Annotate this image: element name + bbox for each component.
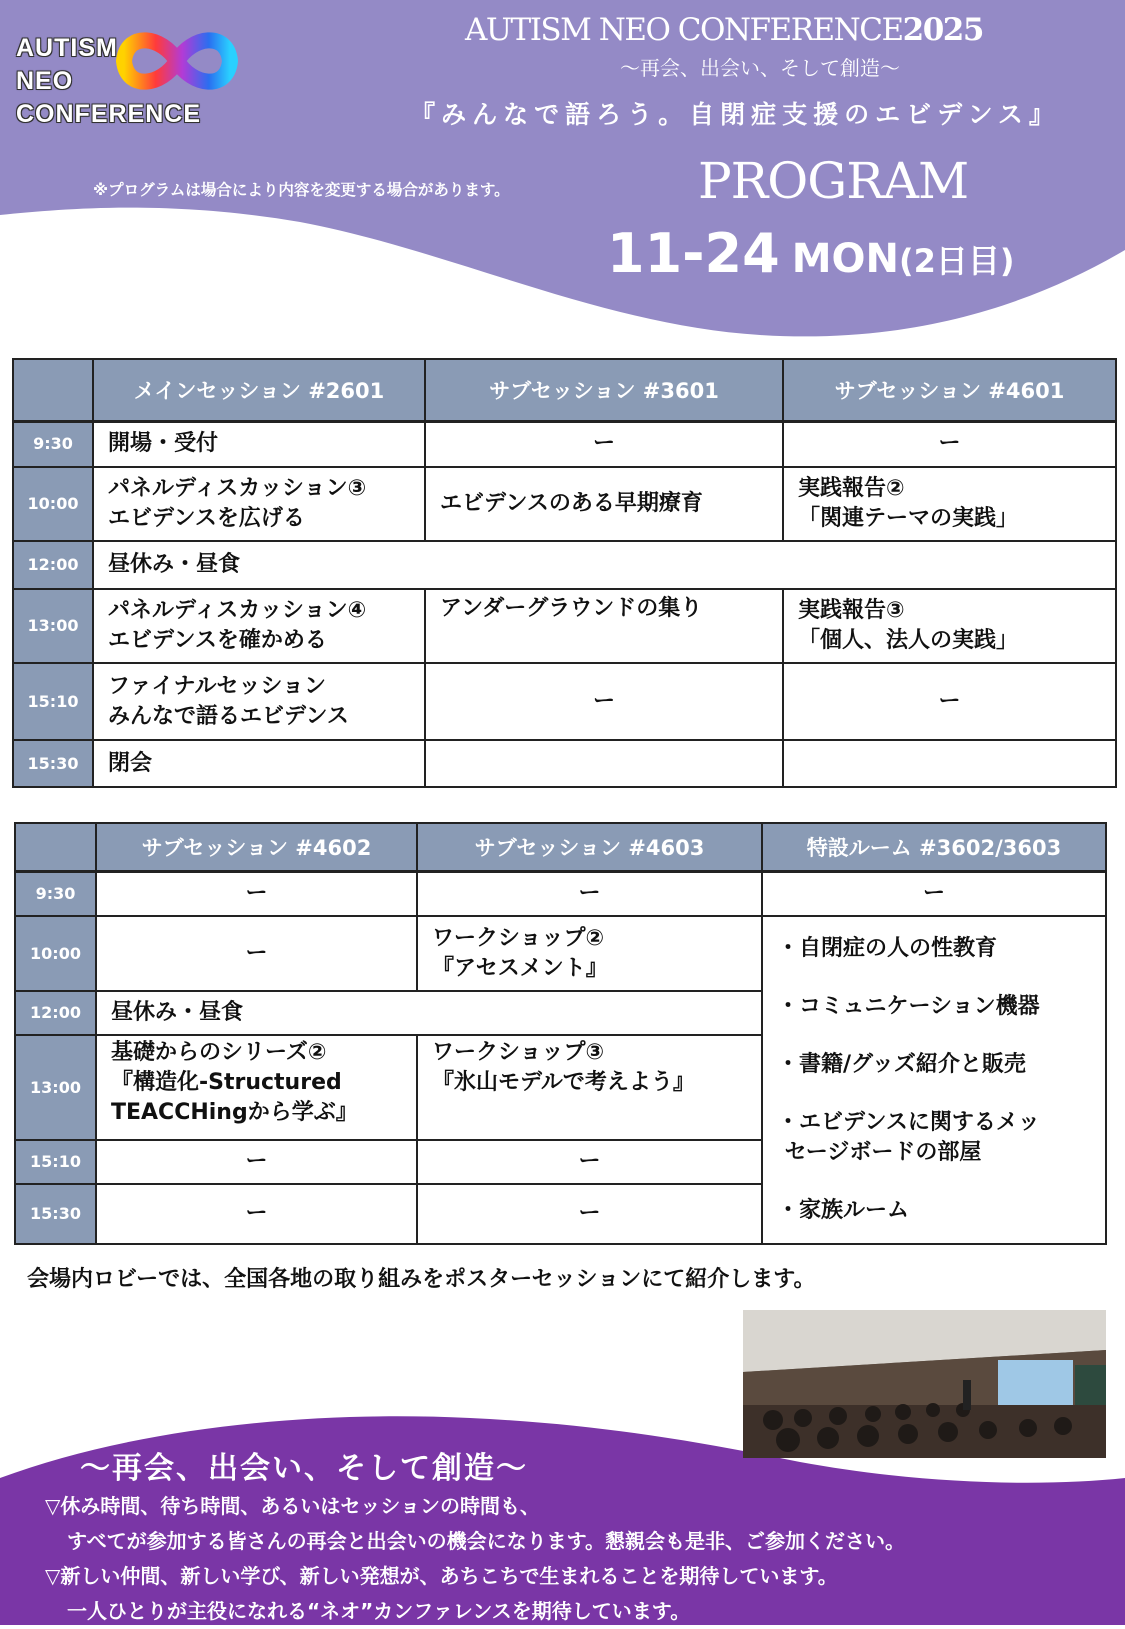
session-cell: 実践報告③ 「個人、法人の実践」 xyxy=(783,589,1116,663)
change-notice: ※プログラムは場合により内容を変更する場合があります。 xyxy=(93,181,510,199)
day-label: (2日目) xyxy=(899,242,1015,280)
schedule-table-1 xyxy=(12,358,1117,788)
program-heading: PROGRAM xyxy=(698,152,969,210)
session-cell: 基礎からのシリーズ② 『構造化-Structured TEACCHingから学ぶ』 xyxy=(96,1035,417,1140)
time-cell: 12:00 xyxy=(13,541,93,589)
session-cell: ー xyxy=(425,421,783,467)
time-cell: 15:30 xyxy=(13,740,93,787)
lecture-hall-photo xyxy=(743,1310,1106,1458)
column-header: サブセッション #4602 xyxy=(96,823,417,871)
date-value: 11-24 xyxy=(607,222,780,285)
session-cell: ー xyxy=(417,1140,762,1184)
table-row xyxy=(13,589,1116,663)
footer-line: すべてが参加する皆さんの再会と出会いの機会になります。懇親会も是非、ご参加ください。 xyxy=(67,1529,905,1553)
session-cell: ー xyxy=(783,663,1116,740)
logo-line: CONFERENCE xyxy=(16,100,202,128)
session-cell: 昼休み・昼食 xyxy=(96,991,762,1035)
table-row xyxy=(13,421,1116,467)
time-cell: 10:00 xyxy=(15,916,96,991)
room-item: ・コミュニケーション機器 xyxy=(777,994,1040,1019)
time-cell: 15:30 xyxy=(15,1184,96,1244)
header-corner xyxy=(13,359,93,421)
table-row xyxy=(13,541,1116,589)
session-cell: ファイナルセッション みんなで語るエビデンス xyxy=(93,663,425,740)
time-cell: 13:00 xyxy=(15,1035,96,1140)
session-cell: アンダーグラウンドの集り xyxy=(425,589,783,663)
conference-theme: 『みんなで語ろう。自閉症支援のエビデンス』 xyxy=(410,100,1060,129)
session-cell: パネルディスカッション③ エビデンスを広げる xyxy=(93,467,425,541)
time-cell: 9:30 xyxy=(13,421,93,467)
session-cell: ー xyxy=(96,871,417,916)
table-row xyxy=(13,663,1116,740)
session-cell: ー xyxy=(417,1184,762,1244)
session-cell: ー xyxy=(425,663,783,740)
time-cell: 10:00 xyxy=(13,467,93,541)
room-item: ・自閉症の人の性教育 xyxy=(777,936,998,961)
footer-line: 一人ひとりが主役になれる“ネオ”カンファレンスを期待しています。 xyxy=(67,1599,691,1623)
session-cell: ー xyxy=(762,871,1106,916)
room-item: ・書籍/グッズ紹介と販売 xyxy=(777,1052,1026,1077)
column-header: 特設ルーム #3602/3603 xyxy=(762,823,1106,871)
logo-text xyxy=(16,32,201,131)
table-row xyxy=(15,916,1106,991)
session-cell: ー xyxy=(96,916,417,991)
session-cell: ー xyxy=(783,421,1116,467)
conference-title xyxy=(465,12,1085,48)
table-header-row xyxy=(13,359,1116,421)
session-cell: エビデンスのある早期療育 xyxy=(425,467,783,541)
table-row xyxy=(15,871,1106,916)
table-row xyxy=(13,740,1116,787)
schedule-table-2 xyxy=(14,822,1107,1245)
time-cell: 15:10 xyxy=(13,663,93,740)
footer-text xyxy=(45,1489,905,1629)
time-cell: 9:30 xyxy=(15,871,96,916)
title-year: 2025 xyxy=(902,12,983,48)
program-date xyxy=(607,222,1015,285)
session-cell: 実践報告② 「関連テーマの実践」 xyxy=(783,467,1116,541)
session-cell xyxy=(425,740,783,787)
column-header: サブセッション #4603 xyxy=(417,823,762,871)
room-item: ・家族ルーム xyxy=(777,1198,910,1223)
special-room-cell xyxy=(762,916,1106,1244)
session-cell: 開場・受付 xyxy=(93,421,425,467)
session-cell: ワークショップ③ 『氷山モデルで考えよう』 xyxy=(417,1035,762,1140)
session-cell: 閉会 xyxy=(93,740,425,787)
header-corner xyxy=(15,823,96,871)
column-header: メインセッション #2601 xyxy=(93,359,425,421)
session-cell xyxy=(783,740,1116,787)
lobby-notice: 会場内ロビーでは、全国各地の取り組みをポスターセッションにて紹介します。 xyxy=(27,1267,816,1292)
session-cell: ー xyxy=(96,1140,417,1184)
logo-line: AUTISM xyxy=(16,34,118,62)
room-item: ・エビデンスに関するメッ セージボードの部屋 xyxy=(777,1110,1040,1165)
logo-line: NEO xyxy=(16,67,74,95)
column-header: サブセッション #3601 xyxy=(425,359,783,421)
time-cell: 12:00 xyxy=(15,991,96,1035)
conference-subtitle: 〜再会、出会い、そして創造〜 xyxy=(620,56,900,80)
table-header-row xyxy=(15,823,1106,871)
session-cell: 昼休み・昼食 xyxy=(93,541,1116,589)
footer-line: ▽休み時間、待ち時間、あるいはセッションの時間も、 xyxy=(45,1494,540,1518)
time-cell: 15:10 xyxy=(15,1140,96,1184)
column-header: サブセッション #4601 xyxy=(783,359,1116,421)
table-row xyxy=(13,467,1116,541)
weekday: MON xyxy=(791,236,900,282)
footer-title: 〜再会、出会い、そして創造〜 xyxy=(80,1451,528,1486)
session-cell: ー xyxy=(96,1184,417,1244)
session-cell: ワークショップ② 『アセスメント』 xyxy=(417,916,762,991)
title-text: AUTISM NEO CONFERENCE xyxy=(465,12,903,48)
session-cell: ー xyxy=(417,871,762,916)
session-cell: パネルディスカッション④ エビデンスを確かめる xyxy=(93,589,425,663)
time-cell: 13:00 xyxy=(13,589,93,663)
footer-line: ▽新しい仲間、新しい学び、新しい発想が、あちこちで生まれることを期待しています。 xyxy=(45,1564,838,1588)
